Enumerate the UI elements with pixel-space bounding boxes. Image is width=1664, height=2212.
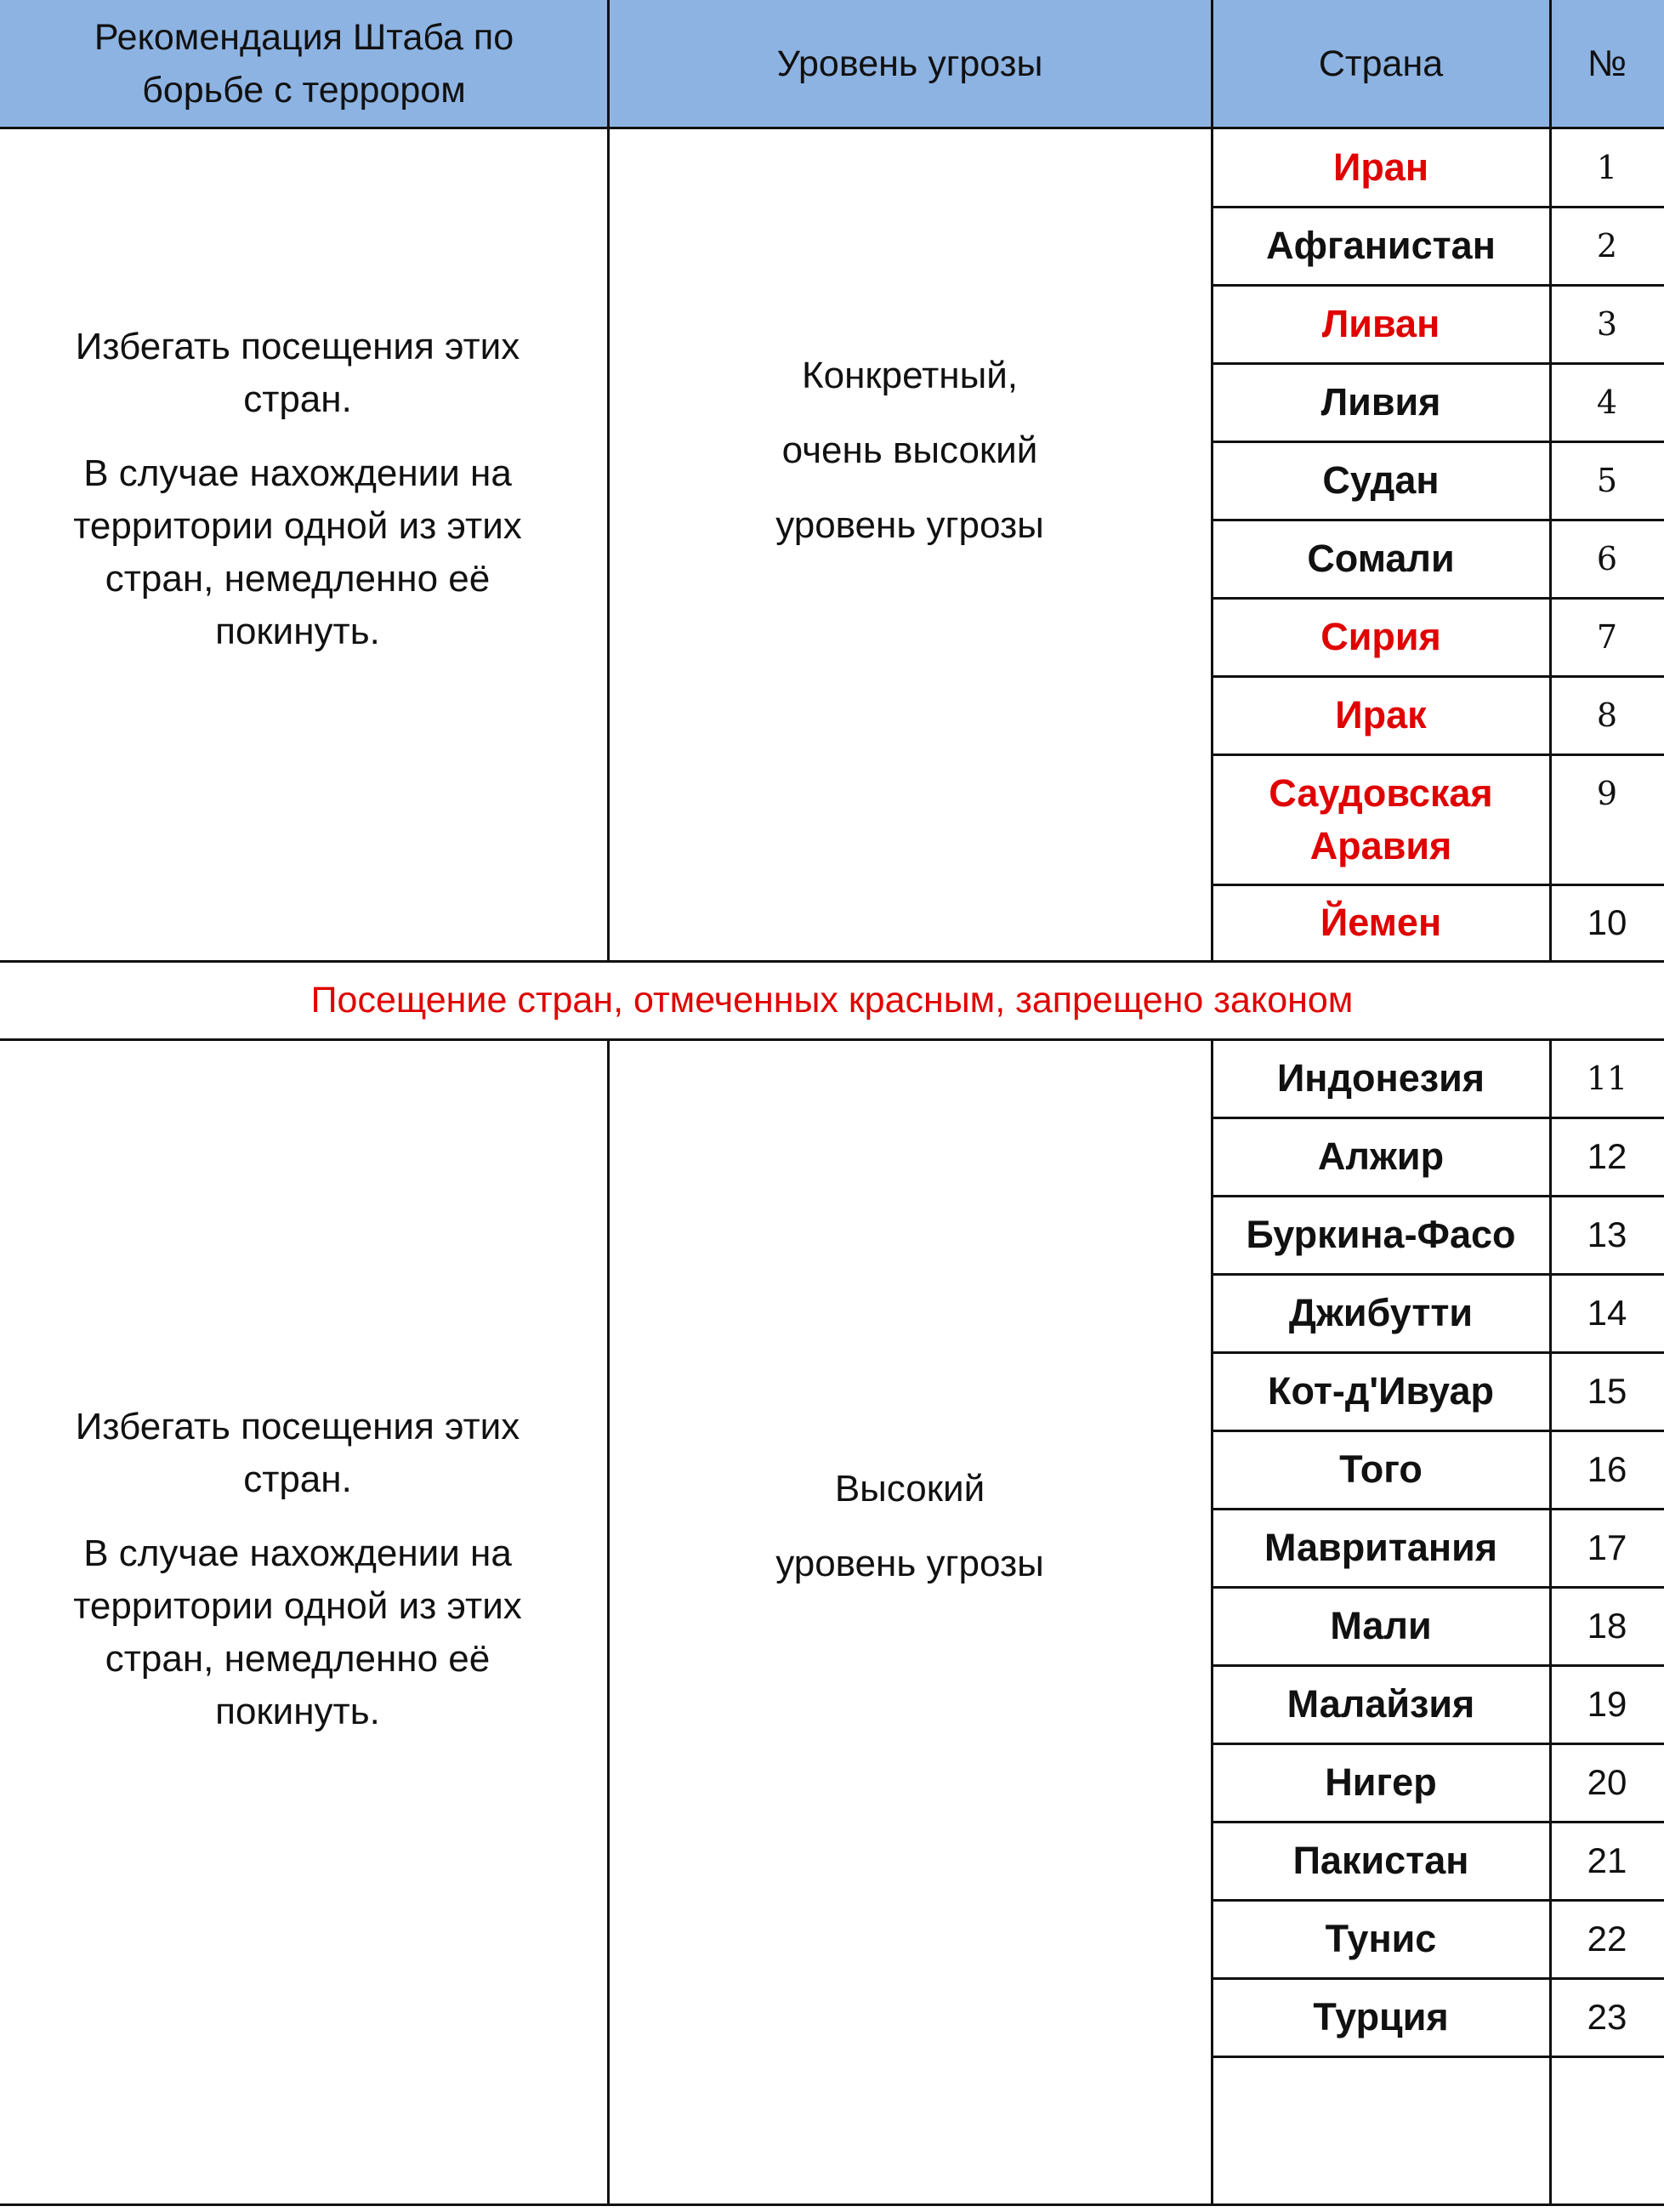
number-cell: 18: [1587, 1606, 1627, 1646]
country-cell: Того: [1339, 1447, 1423, 1491]
number-cell: 21: [1587, 1840, 1627, 1880]
country-cell: Буркина-Фасо: [1246, 1213, 1516, 1256]
grid-line-horizontal: [1212, 284, 1664, 287]
grid-line-vertical: [1211, 0, 1213, 961]
grid-line-horizontal: [1212, 1430, 1664, 1432]
country-cell: Йемен: [1320, 901, 1442, 944]
grid-line-horizontal: [1212, 1586, 1664, 1589]
threat-level-line: Конкретный,: [801, 355, 1018, 396]
number-cell: 4: [1596, 384, 1618, 421]
number-cell: 8: [1596, 697, 1618, 734]
grid-line-horizontal: [1212, 441, 1664, 443]
country-cell: Саудовская Аравия: [1269, 771, 1493, 867]
country-cell: Ливия: [1320, 380, 1441, 424]
grid-line-horizontal: [1212, 1273, 1664, 1276]
grid-line-vertical: [607, 1039, 610, 2204]
number-cell: 15: [1587, 1371, 1627, 1411]
header-number: №: [1587, 43, 1627, 84]
grid-line-horizontal: [1212, 1195, 1664, 1197]
grid-line-horizontal: [0, 127, 1664, 129]
number-cell: 13: [1587, 1214, 1627, 1254]
country-cell: Тунис: [1325, 1917, 1437, 1960]
threat-level-line: очень высокий: [781, 429, 1038, 471]
country-cell: Сирия: [1320, 615, 1441, 658]
threat-level-line: уровень угрозы: [775, 1543, 1044, 1584]
header-threat-level: Уровень угрозы: [776, 43, 1043, 84]
country-cell: Сомали: [1307, 537, 1455, 580]
country-cell: Ирак: [1335, 693, 1427, 736]
country-cell: Мавритания: [1264, 1526, 1498, 1569]
number-cell: 12: [1587, 1136, 1627, 1176]
grid-line-horizontal: [1212, 597, 1664, 600]
grid-line-horizontal: [1212, 1977, 1664, 1980]
number-cell: 19: [1587, 1684, 1627, 1724]
section-2-threat-level: [608, 1450, 1212, 1603]
number-cell: 2: [1596, 227, 1618, 264]
grid-line-horizontal: [1212, 519, 1664, 521]
number-cell: 10: [1587, 902, 1627, 942]
number-cell: 1: [1596, 148, 1618, 186]
country-cell: Алжир: [1317, 1134, 1445, 1178]
recommendation-line: Избегать посещения этих стран.: [75, 325, 520, 420]
grid-line-horizontal: [1212, 1117, 1664, 1119]
grid-line-vertical: [1549, 1039, 1552, 2204]
grid-line-horizontal: [1212, 1899, 1664, 1902]
number-cell: 20: [1587, 1762, 1627, 1802]
grid-line-horizontal: [0, 960, 1664, 963]
country-cell: Мали: [1330, 1604, 1432, 1647]
number-cell: 7: [1596, 618, 1618, 656]
section-1-recommendation: [34, 289, 561, 689]
country-cell: Нигер: [1325, 1760, 1437, 1804]
country-cell: Ливан: [1321, 302, 1440, 345]
grid-line-horizontal: [1212, 1508, 1664, 1510]
header-recommendation: Рекомендация Штаба по борьбе с террором: [94, 17, 514, 111]
grid-line-vertical: [607, 0, 610, 961]
grid-line-horizontal: [0, 2203, 1664, 2206]
section-1-threat-level: [608, 340, 1212, 561]
number-cell: 14: [1587, 1293, 1627, 1333]
country-cell: Джибутти: [1288, 1291, 1474, 1334]
number-cell: 23: [1587, 1997, 1627, 2037]
grid-line-horizontal: [0, 1038, 1664, 1041]
section-2-recommendation: [34, 1369, 561, 1769]
forbidden-notice: Посещение стран, отмеченных красным, запрещено законом: [310, 979, 1354, 1021]
grid-line-horizontal: [1212, 2056, 1664, 2058]
country-cell: Судан: [1322, 458, 1440, 502]
grid-line-horizontal: [1212, 1664, 1664, 1667]
number-cell: 6: [1596, 540, 1618, 577]
number-cell: 17: [1587, 1527, 1627, 1567]
country-cell: Кот-д'Ивуар: [1268, 1369, 1494, 1413]
number-cell: 11: [1586, 1060, 1628, 1097]
grid-line-vertical: [1549, 0, 1552, 961]
country-cell: Турция: [1313, 1995, 1449, 2039]
threat-level-line: уровень угрозы: [775, 504, 1044, 546]
country-cell: Пакистан: [1292, 1839, 1469, 1882]
grid-line-horizontal: [1212, 1821, 1664, 1823]
recommendation-line: В случае нахождении на территории одной из этих стран, немедленно её покинуть.: [73, 452, 522, 652]
grid-line-horizontal: [1212, 362, 1664, 365]
number-cell: 22: [1587, 1919, 1627, 1959]
grid-line-horizontal: [1212, 1743, 1664, 1745]
number-cell: 9: [1596, 775, 1618, 812]
number-cell: 3: [1596, 305, 1618, 343]
recommendation-line: В случае нахождении на территории одной из этих стран, немедленно её покинуть.: [73, 1532, 522, 1732]
threat-level-line: Высокий: [834, 1468, 985, 1510]
country-cell: Индонезия: [1276, 1056, 1485, 1100]
country-cell: Афганистан: [1266, 224, 1496, 267]
recommendation-line: Избегать посещения этих стран.: [75, 1405, 520, 1500]
country-cell: Иран: [1332, 145, 1429, 189]
grid-line-horizontal: [1212, 753, 1664, 756]
number-cell: 16: [1587, 1449, 1627, 1489]
header-country: Страна: [1318, 43, 1444, 84]
number-cell: 5: [1596, 462, 1618, 499]
grid-line-horizontal: [1212, 884, 1664, 886]
grid-line-horizontal: [1212, 675, 1664, 678]
country-cell: Малайзия: [1286, 1682, 1475, 1726]
grid-line-horizontal: [1212, 1351, 1664, 1354]
grid-line-vertical: [1211, 1039, 1213, 2204]
grid-line-horizontal: [1212, 206, 1664, 208]
